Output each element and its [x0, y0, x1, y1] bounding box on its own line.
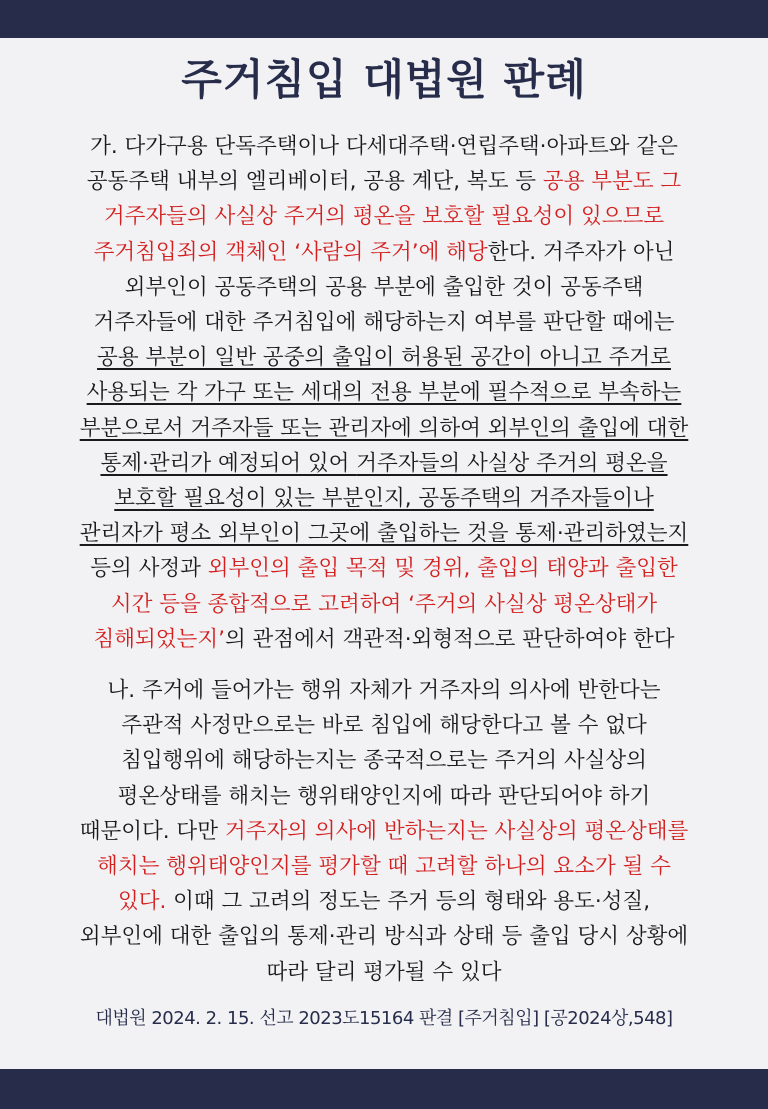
text-line	[24, 270, 744, 305]
highlight-text: 거주자의 의사에 반하는지는 사실상의 평온상태를	[224, 818, 689, 844]
bottom-banner	[0, 1069, 768, 1109]
highlight-text: 있다.	[117, 889, 167, 915]
underlined-text: 공용 부분이 일반 공중의 출입이 허용된 공간이 아니고 주거로	[97, 345, 671, 371]
text-line	[24, 779, 744, 814]
text-line	[24, 743, 744, 778]
text-segment: 한다. 거주자가 아닌	[487, 239, 675, 265]
text-line	[24, 955, 744, 990]
text-segment: 외부인에 대한 출입의 통제·관리 방식과 상태 등 출입 당시 상황에	[79, 924, 689, 950]
paragraph-ga	[24, 129, 744, 657]
text-segment: 주관적 사정만으로는 바로 침입에 해당한다고 볼 수 없다	[121, 713, 647, 739]
text-line	[24, 551, 744, 586]
text-line	[24, 481, 744, 516]
text-segment: 때문이다. 다만	[79, 818, 225, 844]
text-line	[24, 884, 744, 919]
case-citation: 대법원 2024. 2. 15. 선고 2023도15164 판결 [주거침입] [공2024상,548]	[95, 1008, 673, 1029]
text-segment: 따라 달리 평가될 수 있다	[266, 959, 502, 985]
highlight-text: 거주자들의 사실상 주거의 평온을 보호할 필요성이 있으므로	[103, 204, 665, 230]
paragraph-na	[24, 673, 744, 990]
text-line	[24, 375, 744, 410]
underlined-text: 보호할 필요성이 있는 부분인지, 공동주택의 거주자들이나	[114, 486, 654, 512]
text-segment: 등의 사정과	[90, 556, 208, 582]
text-segment: 평온상태를 해치는 행위태양인지에 따라 판단되어야 하기	[117, 783, 651, 809]
text-line	[24, 516, 744, 551]
text-segment: 나. 주거에 들어가는 행위 자체가 거주자의 의사에 반한다는	[107, 678, 661, 703]
text-line	[24, 305, 744, 340]
top-banner	[0, 0, 768, 38]
text-line	[24, 622, 744, 657]
text-line	[24, 919, 744, 954]
text-segment: 가. 다가구용 단독주택이나 다세대주택·연립주택·아파트와 같은	[90, 134, 678, 159]
text-line	[24, 340, 744, 375]
highlight-text: 침해되었는지’	[93, 626, 225, 652]
text-segment: 침입행위에 해당하는지는 종국적으로는 주거의 사실상의	[121, 748, 647, 774]
text-segment: 거주자들에 대한 주거침입에 해당하는지 여부를 판단할 때에는	[93, 310, 675, 336]
page-title: 주거침입 대법원 판례	[181, 55, 587, 104]
underlined-text: 부분으로서 거주자들 또는 관리자에 의하여 외부인의 출입에 대한	[79, 415, 689, 441]
text-segment: 이때 그 고려의 정도는 주거 등의 형태와 용도·성질,	[166, 889, 651, 915]
text-line	[24, 814, 744, 849]
text-segment: 공동주택 내부의 엘리베이터, 공용 계단, 복도 등	[86, 169, 543, 195]
text-segment: 외부인이 공동주택의 공용 부분에 출입한 것이 공동주택	[124, 274, 644, 300]
text-line	[24, 235, 744, 270]
text-line	[24, 199, 744, 234]
highlight-text: 주거침입죄의 객체인 ‘사람의 주거’에 해당	[93, 239, 488, 265]
text-line	[24, 411, 744, 446]
text-segment: 의 관점에서 객관적·외형적으로 판단하여야 한다	[224, 626, 675, 652]
text-line	[24, 708, 744, 743]
highlight-text: 공용 부분도 그	[542, 169, 682, 195]
underlined-text: 사용되는 각 가구 또는 세대의 전용 부분에 필수적으로 부속하는	[86, 380, 682, 406]
underlined-text: 통제·관리가 예정되어 있어	[100, 450, 357, 476]
highlight-text: 해치는 행위태양인지를 평가할 때 고려할 하나의 요소가 될 수	[97, 854, 671, 880]
underlined-text: 관리자가 평소 외부인이 그곳에 출입하는 것을 통제·관리하였는지	[79, 521, 689, 547]
text-line	[24, 446, 744, 481]
text-line	[24, 587, 744, 622]
text-line	[24, 164, 744, 199]
text-line	[24, 849, 744, 884]
highlight-text: 외부인의 출입 목적 및 경위, 출입의 태양과 출입한	[207, 556, 678, 582]
text-line	[24, 673, 744, 708]
highlight-text: 시간 등을 종합적으로 고려하여 ‘주거의 사실상 평온상태가	[110, 591, 658, 617]
text-line	[24, 129, 744, 164]
underlined-text: 거주자들의 사실상 주거의 평온을	[356, 450, 668, 476]
